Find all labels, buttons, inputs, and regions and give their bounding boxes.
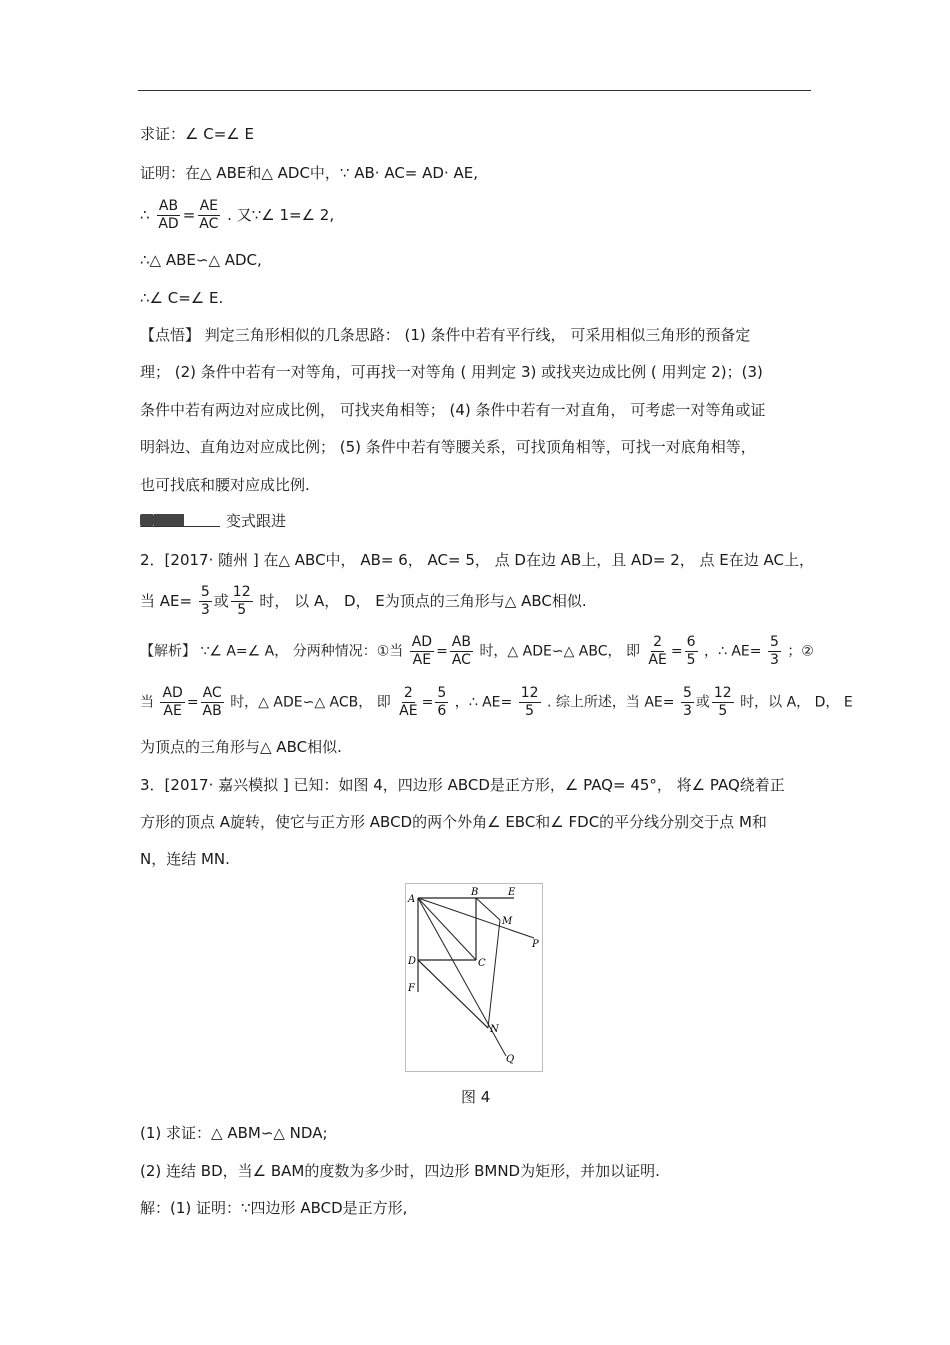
text: 或 [213,592,229,610]
text: 当 AE= [140,592,193,610]
text-line: 3．[2017· 嘉兴模拟 ] 已知：如图 4，四边形 ABCD是正方形，∠ PAQ= 45°， 将∠ PAQ绕着正 [140,776,785,794]
text: ，∴ AE= [454,694,513,711]
fraction [201,685,224,720]
fraction [519,685,541,720]
text: ，∴ AE= [703,643,762,660]
numerator: AD [162,685,183,701]
numerator: 12 [232,584,251,600]
fraction [156,198,180,233]
denominator: 5 [525,703,535,719]
numerator: 5 [682,685,692,701]
text: = [436,643,448,660]
equation-line [140,685,853,720]
text-line: (2) 连结 BD，当∠ BAM的度数为多少时，四边形 BMND为矩形，并加以证明. [140,1162,660,1180]
text-line: ∴∠ C=∠ E. [140,289,224,307]
denominator: 6 [437,703,447,719]
numerator: 12 [713,685,732,701]
text: = [670,643,683,660]
label-D: D [408,956,417,967]
denominator: 5 [237,602,247,618]
equation-line [140,584,587,619]
text: = [182,206,196,224]
text-line: N，连结 MN. [140,850,230,868]
figure-caption: 图 4 [461,1088,491,1106]
text-line: (1) 求证：△ ABM∽△ NDA; [140,1124,328,1142]
denominator: 5 [686,652,696,668]
label-F: F [408,983,415,994]
denominator: AE [163,703,182,719]
fraction [410,634,434,669]
text-line: 明斜边、直角边对应成比例； (5) 条件中若有等腰关系，可找顶角相等，可找一对底角相等， [140,438,756,456]
label-P: P [532,939,539,950]
text: 【解析】 ∵∠ A=∠ A， 分两种情况：①当 [140,643,404,660]
equation-line [140,198,334,233]
denominator: 5 [718,703,728,719]
label-N: N [490,1024,499,1035]
numerator: 5 [437,685,447,701]
fraction [435,685,448,720]
text-line: 解：(1) 证明：∵四边形 ABCD是正方形, [140,1199,408,1217]
text-line: 2．[2017· 随州 ] 在△ ABC中， AB= 6， AC= 5， 点 D在边 AB上，且 AD= 2， 点 E在边 AC上， [140,551,814,569]
label-E: E [508,887,516,898]
text: = [186,694,199,711]
label-Q: Q [506,1054,515,1065]
denominator: AB [202,703,222,719]
numerator: AB [451,634,471,650]
numerator: 2 [653,634,663,650]
label-C: C [478,958,486,969]
text: 或 [695,694,710,711]
denominator: AE [412,652,432,668]
text: 时， 以 A， D， E为顶点的三角形与△ ABC相似. [259,592,587,610]
text: 时，以 A， D， E [740,694,853,711]
text-line: ∴△ ABE∽△ ADC, [140,251,262,269]
equation-line [140,634,814,669]
numerator: AB [158,198,179,214]
denominator: AE [399,703,418,719]
text: ；② [787,643,814,660]
text: . 又∵∠ 1=∠ 2, [227,206,335,224]
section-heading [140,511,286,531]
numerator: 5 [769,634,779,650]
fraction [685,634,698,669]
fraction [397,685,419,720]
section-marker-icon [140,516,220,527]
denominator: 3 [200,602,210,618]
text: = [421,694,434,711]
denominator: AC [199,216,219,232]
text-line: 也可找底和腰对应成比例. [140,476,310,494]
fraction [231,584,253,619]
geometry-figure [405,883,543,1072]
fraction [197,198,220,233]
label-A: A [408,894,416,905]
square-rotation-diagram [406,884,542,1071]
numerator: 5 [200,584,210,600]
text-line: 理； (2) 条件中若有一对等角，可再找一对等角 ( 用判定 3) 或找夹边成比例 ( 用判定 2)；(3) [140,363,763,381]
fraction [681,685,694,720]
denominator: AD [158,216,179,232]
denominator: AE [648,652,667,668]
fraction [450,634,473,669]
text: 时，△ ADE∽△ ABC， 即 [479,643,640,660]
numerator: AC [202,685,222,701]
numerator: 2 [403,685,413,701]
fraction [768,634,781,669]
label-M: M [502,916,513,927]
text-line: 【点悟】 判定三角形相似的几条思路： (1) 条件中若有平行线， 可采用相似三角形的预备定 [140,326,751,344]
numerator: AE [199,198,219,214]
denominator: 3 [682,703,692,719]
text-line: 求证：∠ C=∠ E [140,125,254,143]
fraction [712,685,734,720]
fraction [160,685,184,720]
numerator: 12 [520,685,539,701]
text: 时，△ ADE∽△ ACB， 即 [230,694,391,711]
text-line: 证明：在△ ABE和△ ADC中，∵ AB· AC= AD· AE, [140,164,478,182]
text: ∴ [140,206,150,224]
text: 当 [140,694,154,711]
numerator: AD [411,634,433,650]
text-line: 为顶点的三角形与△ ABC相似. [140,738,342,756]
denominator: 3 [769,652,779,668]
header-rule [138,90,811,91]
denominator: AC [451,652,471,668]
label-B: B [471,887,479,898]
fraction [646,634,668,669]
section-title: 变式跟进 [226,512,287,530]
text-line: 方形的顶点 A旋转，使它与正方形 ABCD的两个外角∠ EBC和∠ FDC的平分线分别交于点 M和 [140,813,767,831]
text-line: 条件中若有两边对应成比例， 可找夹角相等； (4) 条件中若有一对直角， 可考虑一对等角或证 [140,401,766,419]
numerator: 6 [686,634,696,650]
fraction [199,584,212,619]
text: . 综上所述，当 AE= [546,694,675,711]
